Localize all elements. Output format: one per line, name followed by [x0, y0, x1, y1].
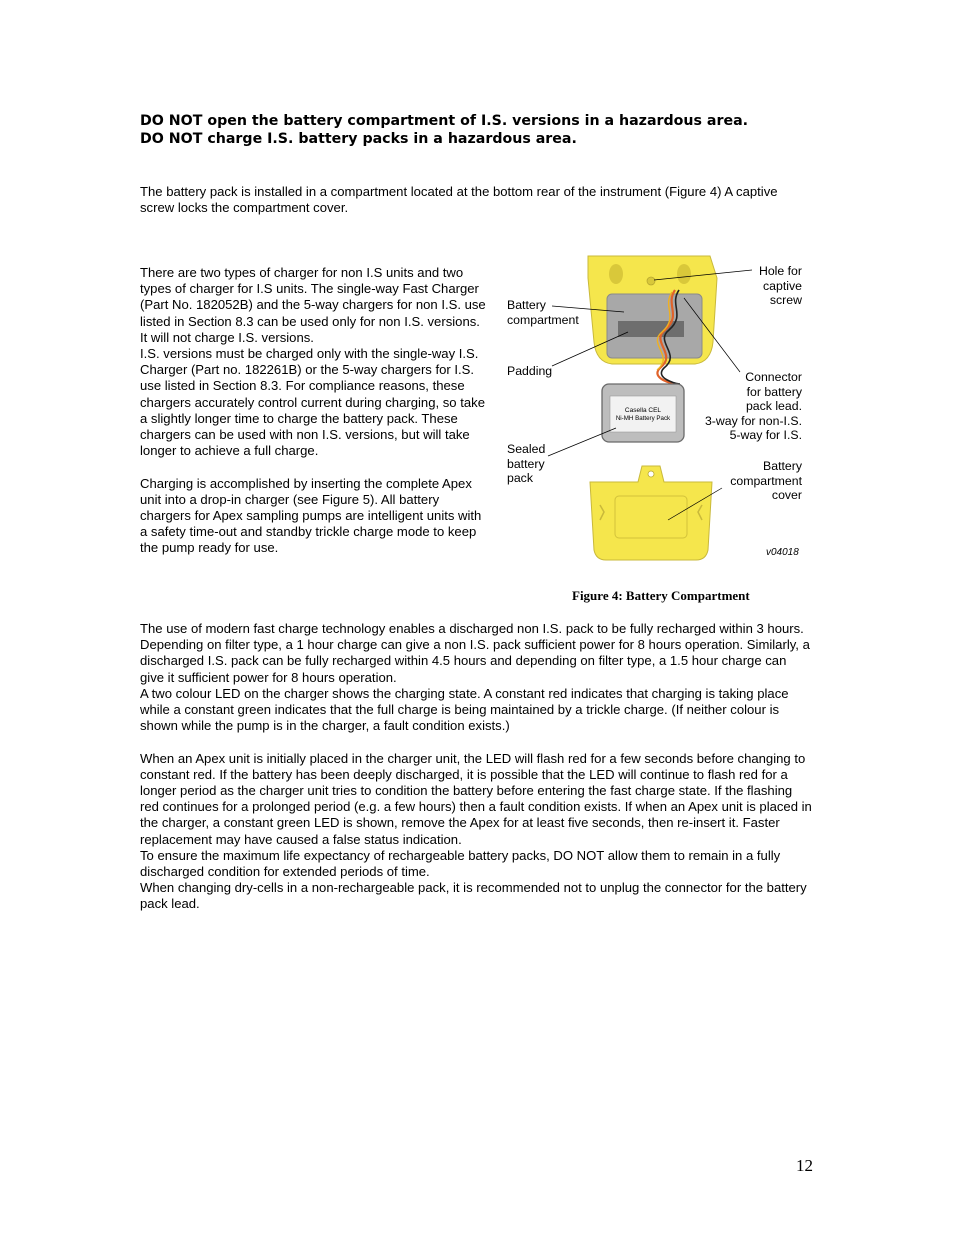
pack-label-line-1: Casella CEL — [624, 407, 662, 414]
page-number: 12 — [796, 1156, 813, 1175]
paragraph: To ensure the maximum life expectancy of rechargeable battery packs, DO NOT allow them to remain in a fully discharged condition for extended periods of time. — [140, 847, 781, 880]
cover-screw-hole — [648, 471, 654, 477]
label-padding: Padding — [507, 364, 553, 378]
captive-screw-hole — [647, 277, 655, 285]
intro-paragraph: The battery pack is installed in a compartment located at the bottom rear of the instrument (Figure 4) A captive screw locks the compartment cover. — [140, 184, 778, 216]
label-compartment-cover: Battery compartment cover — [730, 459, 802, 503]
pack-label-line-2: Ni-MH Battery Pack — [615, 415, 671, 422]
label-sealed-battery-pack: Sealed battery pack — [507, 442, 546, 486]
warning-line-2: DO NOT charge I.S. battery packs in a hazardous area. — [140, 131, 577, 147]
housing-hole-right — [677, 264, 691, 284]
label-connector: Connector for battery pack lead. 3-way for non-I.S. 5-way for I.S. — [704, 370, 802, 443]
battery-compartment-figure — [500, 250, 820, 580]
figure-code: v04018 — [766, 547, 799, 558]
figure-caption: Figure 4: Battery Compartment — [572, 588, 750, 603]
warning-block — [140, 112, 840, 148]
paragraph-gap — [140, 459, 490, 475]
paragraph: The use of modern fast charge technology enables a discharged non I.S. pack to be fully recharged within 3 hours. Depending on filter type, a 1 hour charge can give a non I.S. pack sufficient power for 8 hours operation. Similarly, a discharged I.S. pack can be fully recharged within 4.5 hours and depending on filter type, a 1.5 hour charge can give it sufficient power for 8 hours operation. — [140, 621, 810, 685]
paragraph: When changing dry-cells in a non-rechargeable pack, it is recommended not to unplug the connector for the battery pack lead. — [140, 880, 807, 912]
charging-details-text — [140, 621, 814, 913]
battery-pack-label-area — [610, 396, 676, 432]
warning-line-1: DO NOT open the battery compartment of I.S. versions in a hazardous area. — [140, 113, 749, 129]
label-battery-compartment: Battery compartment — [507, 298, 579, 327]
paragraph-gap — [140, 734, 814, 750]
label-captive-screw-hole: Hole for captive screw — [758, 264, 802, 308]
paragraph: I.S. versions must be charged only with the single-way I.S. Charger (Part no. 182261B) or the 5-way chargers for I.S. use listed in Section 8.3. For compliance reasons, these chargers accurately control current during charging, so take a slightly longer time to charge the battery pack. These chargers can be used with non I.S. versions, but will take longer to achieve a full charge. — [140, 346, 485, 459]
compartment-cover — [590, 466, 712, 560]
charger-types-text — [140, 265, 490, 557]
paragraph: A two colour LED on the charger shows the charging state. A constant red indicates that charging is taking place while a constant green indicates that the full charge is being maintained by a trickle charge. (If neither colour is shown while the pump is in the charger, a fault condition exists.) — [140, 685, 789, 734]
paragraph: There are two types of charger for non I.S units and two types of charger for I.S units. The single-way Fast Charger (Part No. 182052B) and the 5-way chargers for non I.S. use listed in Section 8.3 can be used only for non I.S. versions. It will not charge I.S. versions. — [140, 265, 486, 345]
paragraph: When an Apex unit is initially placed in the charger unit, the LED will flash red for a few seconds before changing to constant red. If the battery has been deeply discharged, it is possible that the LED will continue to flash red for a longer period as the charger unit tries to condition the battery before entering the fast charge state. If the flashing red continues for a prolonged period (e.g. a few hours) then a fault condition exists. If when an Apex unit is placed in the charger, a constant green LED is shown, remove the Apex for at least five seconds, then re-insert it. Faster replacement may have caused a false status indication. — [140, 750, 812, 847]
leader-sealed-pack — [548, 428, 616, 456]
paragraph: Charging is accomplished by inserting the complete Apex unit into a drop-in charger (see Figure 5). All battery chargers for Apex sampling pumps are intelligent units with a safety time-out and standby trickle charge mode to keep the pump ready for use. — [140, 475, 482, 556]
housing-hole-left — [609, 264, 623, 284]
